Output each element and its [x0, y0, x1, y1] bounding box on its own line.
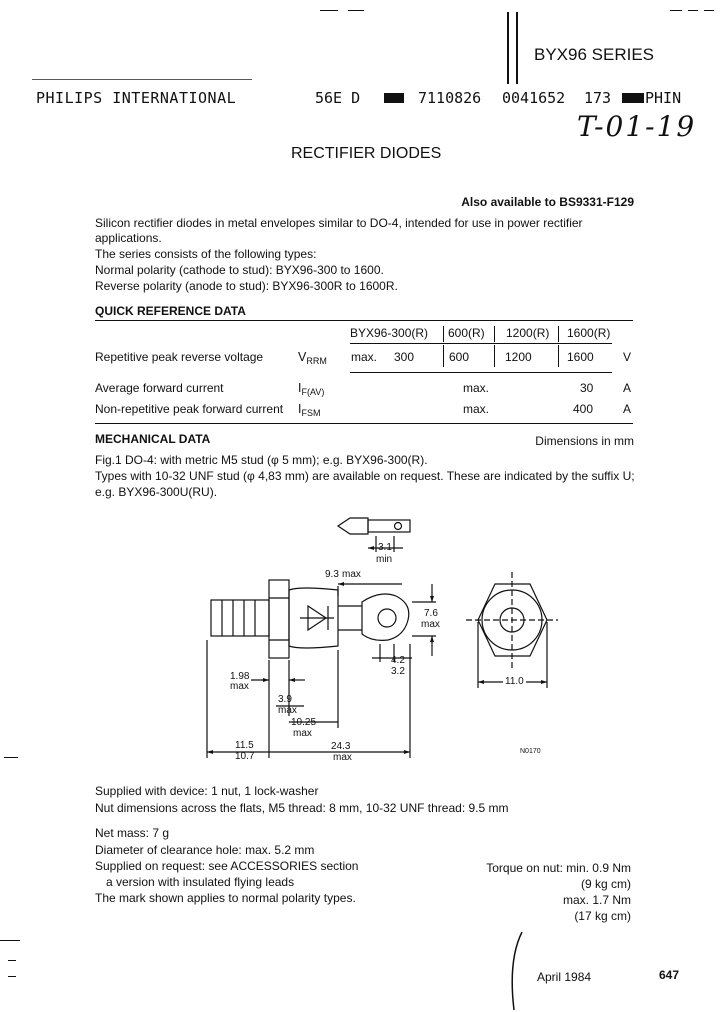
intro-line: Silicon rectifier diodes in metal envelopes similar to DO-4, intended for use in power rectifier: [95, 216, 583, 230]
param-unit: A: [623, 381, 632, 395]
dim-label: 11.0: [505, 676, 524, 687]
intro-line: Reverse polarity (anode to stud): BYX96-300R to 1600R.: [95, 279, 398, 293]
code-num2: 0041652: [502, 89, 566, 107]
dim-arrow: [207, 750, 213, 754]
dim-arrow: [338, 582, 344, 586]
footer-date: April 1984: [537, 970, 592, 984]
param-value: 600: [449, 350, 470, 364]
dim-label: 9.3: [325, 569, 339, 580]
note-line: Supplied on request: see ACCESSORIES section: [95, 859, 359, 873]
param-label: Average forward current: [95, 381, 224, 395]
param-qualifier: max.: [463, 402, 490, 416]
torque-line: (9 kg cm): [580, 877, 631, 891]
code-56e: 56E D: [315, 89, 361, 107]
torque-line: (17 kg cm): [574, 909, 631, 923]
drawing-ref: N0170: [520, 748, 541, 755]
dim-arrow: [541, 680, 547, 684]
dims-note: Dimensions in mm: [535, 434, 634, 448]
margin-mark: [8, 976, 16, 977]
mech-heading: MECHANICAL DATA: [95, 432, 211, 446]
dim-label: 10.25: [291, 717, 317, 728]
fig-caption: Fig.1 DO-4: with metric M5 stud (φ 5 mm); e.g. BYX96-300(R).: [95, 453, 428, 467]
dim-label: min: [376, 554, 393, 565]
dim-label: max: [230, 681, 249, 692]
note-line: Nut dimensions across the flats, M5 thread: 8 mm, 10-32 UNF thread: 9.5 mm: [95, 801, 509, 815]
param-unit: V: [623, 350, 632, 364]
symbol-main: I: [298, 381, 302, 395]
also-available: Also available to BS9331-F129: [461, 195, 634, 209]
terminal-hole-top: [395, 523, 402, 530]
col-header: 1200(R): [506, 326, 550, 340]
terminal-top-view: [338, 518, 368, 534]
stud-thread: [211, 600, 269, 636]
page-number: 647: [659, 968, 680, 982]
dim-label: 3.2: [391, 666, 405, 677]
param-label: Non-repetitive peak forward current: [95, 402, 284, 416]
dim-arrow: [368, 546, 374, 550]
note-line: a version with insulated flying leads: [106, 875, 295, 889]
fig-caption: e.g. BYX96-300U(RU).: [95, 485, 218, 499]
dim-arrow: [430, 596, 434, 602]
symbol-main: I: [298, 402, 302, 416]
dim-arrow: [430, 636, 434, 642]
code-phin: PHIN: [645, 89, 682, 107]
intro-line: The series consists of the following types:: [95, 247, 317, 261]
param-qualifier: max.: [463, 381, 490, 395]
torque-line: Torque on nut: min. 0.9 Nm: [486, 861, 631, 875]
param-value: 1600: [567, 350, 594, 364]
dim-label: max: [421, 619, 440, 630]
note-line: Supplied with device: 1 nut, 1 lock-washer: [95, 784, 319, 798]
lug: [362, 594, 409, 640]
code-num1: 7110826: [418, 89, 482, 107]
dim-label: max: [278, 705, 297, 716]
symbol-sub: FSM: [301, 408, 321, 418]
param-value: 300: [394, 350, 415, 364]
handwritten-note: T-01-19: [577, 110, 697, 143]
param-value: 400: [573, 402, 594, 416]
dim-label: max: [293, 728, 312, 739]
lug-hole: [378, 609, 396, 627]
col-header: 600(R): [448, 326, 485, 340]
intro-line: applications.: [95, 231, 162, 245]
dim-arrow: [263, 678, 269, 682]
dim-label: 3.9: [278, 694, 292, 705]
note-line: The mark shown applies to normal polarity types.: [95, 891, 356, 905]
symbol-main: V: [298, 350, 307, 364]
col-header: 1600(R): [567, 326, 611, 340]
code-173: 173: [584, 89, 612, 107]
dim-label: 24.3: [331, 741, 351, 752]
note-line: Diameter of clearance hole: max. 5.2 mm: [95, 843, 315, 857]
dim-label: 1.98: [230, 671, 250, 682]
hex-flange: [269, 580, 289, 658]
margin-mark: [0, 940, 20, 941]
symbol-sub: F(AV): [301, 387, 325, 397]
qrd-heading: QUICK REFERENCE DATA: [95, 304, 246, 318]
dim-arrow: [289, 678, 295, 682]
page-title: RECTIFIER DIODES: [291, 145, 442, 162]
dim-label: 7.6: [424, 608, 438, 619]
param-unit: A: [623, 402, 632, 416]
param-value: 1200: [505, 350, 532, 364]
param-qualifier: max.: [351, 350, 378, 364]
binding-curve: [500, 930, 530, 1012]
dim-label: max: [333, 752, 352, 763]
dim-label: max: [342, 569, 361, 580]
dim-label: 10.7: [235, 751, 255, 762]
dim-arrow: [404, 750, 410, 754]
note-line: Net mass: 7 g: [95, 826, 170, 840]
margin-mark: [4, 757, 18, 758]
terminal-lug-top: [368, 520, 410, 532]
dim-label: 4.2: [391, 655, 405, 666]
dim-label: 3.1: [378, 542, 392, 553]
param-label: Repetitive peak reverse voltage: [95, 350, 264, 364]
series-title: BYX96 SERIES: [534, 45, 655, 64]
param-value: 30: [580, 381, 594, 395]
torque-line: max. 1.7 Nm: [562, 893, 631, 907]
fig-caption: Types with 10-32 UNF stud (φ 4,83 mm) are available on request. These are indicated by the suffix U;: [95, 469, 635, 483]
dim-label: 11.5: [235, 740, 254, 751]
intro-line: Normal polarity (cathode to stud): BYX96-300 to 1600.: [95, 263, 384, 277]
company-name: PHILIPS INTERNATIONAL: [36, 89, 237, 107]
symbol-sub: RRM: [306, 356, 327, 366]
dim-arrow: [478, 680, 484, 684]
margin-mark: [8, 960, 16, 961]
col-header: BYX96-300(R): [350, 326, 429, 340]
